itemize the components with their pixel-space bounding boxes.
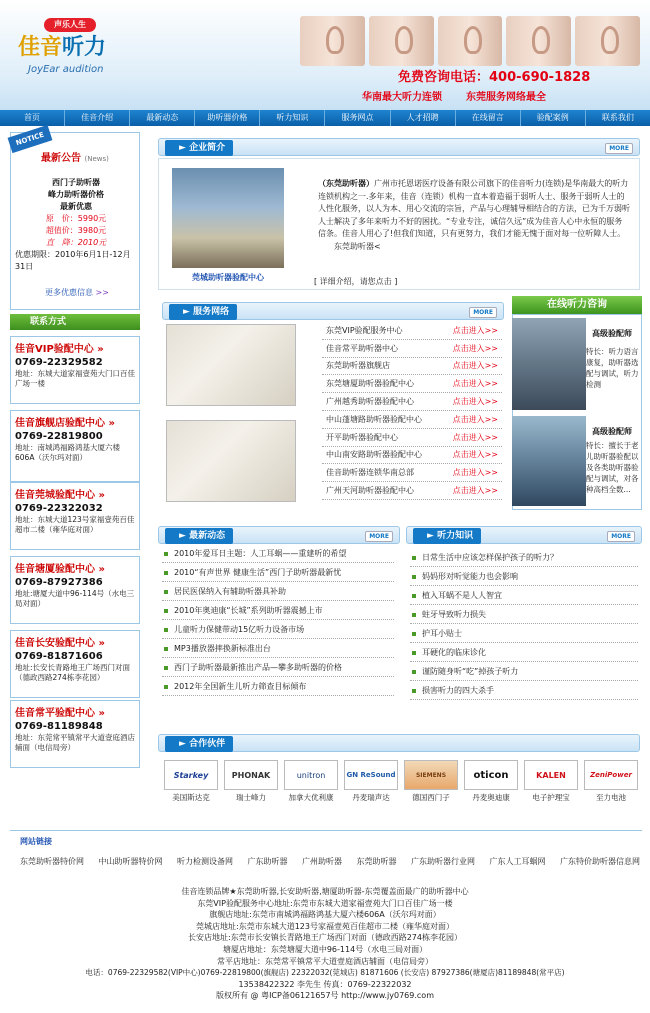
center-address: 地址：东莞常平镇常平大道壹庭酒店辅面（电信局旁） xyxy=(15,733,135,752)
friend-link[interactable]: 广东助听器 xyxy=(247,857,288,866)
center-box[interactable] xyxy=(10,556,140,624)
store-photo[interactable] xyxy=(172,168,284,268)
friend-link[interactable]: 广东特价助听器信息网 xyxy=(560,857,640,866)
partners-title: ► 合作伙伴 xyxy=(165,736,233,752)
store-photo-caption[interactable]: 莞城助听器验配中心 xyxy=(192,273,264,282)
nav-cases[interactable]: 验配案例 xyxy=(521,110,586,126)
friend-link[interactable]: 中山助听器特价网 xyxy=(98,857,163,866)
logo-text: 佳音听力 xyxy=(18,34,107,60)
friend-link[interactable]: 东莞助听器 xyxy=(356,857,397,866)
news-item[interactable]: 2010年爱耳日主题：人工耳蜗——重建听的希望 xyxy=(162,544,394,563)
friend-link[interactable]: 东莞助听器特价网 xyxy=(20,857,84,866)
service-item[interactable]: 东莞VIP验配服务中心 点击进入>> xyxy=(322,322,502,340)
knowledge-more-button[interactable]: MORE xyxy=(607,531,635,542)
footer xyxy=(0,886,650,1002)
doctor-photo[interactable] xyxy=(512,416,586,506)
knowledge-item[interactable]: 护耳小贴士 xyxy=(410,624,638,643)
friend-link[interactable]: 广东助听器行业网 xyxy=(411,857,475,866)
links-title: 网站链接 xyxy=(20,837,52,846)
notice-title: 最新公告 (News) xyxy=(41,153,109,164)
center-phone: 0769-22819800 xyxy=(15,431,103,442)
service-list xyxy=(322,322,502,500)
news-item[interactable]: MP3播放器摔换新标准出台 xyxy=(162,639,394,658)
knowledge-item[interactable]: 蛀牙导致听力损失 xyxy=(410,605,638,624)
knowledge-title: ► 听力知识 xyxy=(413,528,481,544)
logo-badge: 声乐人生 xyxy=(44,18,96,32)
header xyxy=(0,0,650,110)
center-name: 佳音长安验配中心 » xyxy=(15,634,135,649)
news-item[interactable]: 居民医保纳入有辅助听器具补助 xyxy=(162,582,394,601)
service-title: ► 服务网络 xyxy=(169,304,237,320)
contact-header: 联系方式 xyxy=(10,314,140,330)
footer-line: 东莞VIP验配服务中心地址:东莞市东城大道家福壹苑大门口百佳广场一楼 xyxy=(197,898,453,908)
knowledge-item[interactable]: 日常生活中应该怎样保护孩子的听力？ xyxy=(410,548,638,567)
main-nav xyxy=(0,110,650,126)
links-panel xyxy=(10,830,642,876)
knowledge-item[interactable]: 谨防随身听“吃”掉孩子听力 xyxy=(410,662,638,681)
intro-detail-link[interactable]: [ 详细介绍，请您点击 ] xyxy=(314,277,398,286)
center-name: 佳音常平验配中心 » xyxy=(15,704,135,719)
links-row xyxy=(20,856,640,867)
partner-logo[interactable]: unitron 加拿大优利康 xyxy=(284,760,338,803)
center-phone: 0769-22322032 xyxy=(15,503,103,514)
doctor-desc: 特长：听力语言康复，助听器选配与调试，听力检测 xyxy=(586,347,639,389)
notice-line: 最新优惠 xyxy=(60,202,92,211)
partner-logo[interactable]: KALEN 电子护理宝 xyxy=(524,760,578,803)
partners-row xyxy=(164,760,638,803)
ear-banner xyxy=(300,16,640,66)
footer-line: 常平店地址：东莞常平镇常平大道壹庭酒店辅面（电信局旁） xyxy=(217,956,433,966)
ear-image xyxy=(575,16,640,66)
logo[interactable] xyxy=(18,18,138,88)
nav-jobs[interactable]: 人才招聘 xyxy=(391,110,456,126)
center-box[interactable] xyxy=(10,336,140,404)
nav-message[interactable]: 在线留言 xyxy=(456,110,521,126)
service-item[interactable]: 东莞塘厦助听器验配中心 点击进入>> xyxy=(322,375,502,393)
center-name: 佳音莞城验配中心 » xyxy=(15,486,135,501)
news-title: ► 最新动态 xyxy=(165,528,233,544)
service-item[interactable]: 东莞助听器旗舰店 点击进入>> xyxy=(322,358,502,376)
news-item[interactable]: 2010“有声世界 健康生活”西门子助听器最新忧 xyxy=(162,563,394,582)
news-item[interactable]: 西门子助听器最新推出产品—攀多助听器的价格 xyxy=(162,658,394,677)
center-address: 地址：东城大道家福壹苑大门口百佳广场一楼 xyxy=(15,369,135,388)
nav-knowledge[interactable]: 听力知识 xyxy=(260,110,325,126)
price-original: 原 价：5990元 xyxy=(45,214,107,223)
notice-box xyxy=(10,132,140,310)
service-item[interactable]: 开平助听器验配中心 点击进入>> xyxy=(322,429,502,447)
center-box[interactable] xyxy=(10,482,140,550)
doctor-photo[interactable] xyxy=(512,318,586,410)
center-address: 地址：南城鸿福路鸿基大厦六楼606A（沃尔玛对面） xyxy=(15,443,120,462)
friend-link[interactable]: 广州助听器 xyxy=(302,857,342,866)
doctor-desc: 特长：擅长于老儿助听器验配以及各类助听器验配与调试，对各种高档全数... xyxy=(586,441,639,494)
service-item[interactable]: 广州越秀助听器验配中心 点击进入>> xyxy=(322,393,502,411)
news-item[interactable]: 2012年全国新生儿听力筛查目标倾布 xyxy=(162,677,394,696)
news-item[interactable]: 儿童听力保健带动15亿听力设备市场 xyxy=(162,620,394,639)
center-box[interactable] xyxy=(10,630,140,698)
service-item[interactable]: 佳音常平助听器中心 点击进入>> xyxy=(322,340,502,358)
friend-link[interactable]: 广东人工耳蜗网 xyxy=(489,857,546,866)
intro-text: （东莞助听器）广州市托恩诺医疗设备有限公司旗下的佳音听力(连锁)是华南最大的听力连锁机构之一.多年来，佳音（连锁）机构一直本着造福于弱听人士、服务于弱听人士的人性化服务，以人为本、用心交流的宗旨，产品与心理辅导相结合的方法，已为千万弱听人士解决了多年来听力不好的困扰。“专业专注，诚信久远”成为佳音人心中永恒的服务信条。佳音人用心了!但我们知道，只有更努力，我们才能无愧于面对每一位听障人士。 东莞助听器< xyxy=(318,179,630,251)
service-item[interactable]: 中山蓬塘路助听器验配中心 点击进入>> xyxy=(322,411,502,429)
partner-logo[interactable]: ZeniPower 至力电池 xyxy=(584,760,638,803)
knowledge-header xyxy=(406,526,642,544)
knowledge-item[interactable]: 损害听力的四大杀手 xyxy=(410,681,638,700)
price-super: 超值价：3980元 xyxy=(45,226,107,235)
footer-line: 旗舰店地址:东莞市南城鸿福路鸿基大厦六楼606A（沃尔玛对面） xyxy=(209,910,441,920)
partners-header xyxy=(158,734,640,752)
ear-image xyxy=(300,16,365,66)
hotline: 免费咨询电话：400-690-1828 xyxy=(398,70,591,85)
nav-prices[interactable]: 助听器价格 xyxy=(195,110,260,126)
nav-service[interactable]: 服务网点 xyxy=(325,110,390,126)
footer-line: 13538422322 李先生 传真：0769-22322032 xyxy=(238,979,412,989)
knowledge-list xyxy=(410,548,638,700)
center-box[interactable] xyxy=(10,700,140,768)
service-item[interactable]: 中山南安路助听器验配中心 点击进入>> xyxy=(322,447,502,465)
partner-logo[interactable]: oticon 丹麦奥迪康 xyxy=(464,760,518,803)
doctor-title: 高级验配师 xyxy=(592,427,632,436)
intro-title: ► 企业简介 xyxy=(165,140,233,156)
news-list xyxy=(162,544,394,696)
notice-line: 西门子助听器 xyxy=(52,178,100,187)
center-address: 地址：东城大道123号家福壹苑百佳超市二楼（雍华庭对面） xyxy=(15,515,135,534)
knowledge-item[interactable]: 妈妈形对听觉能力也会影响 xyxy=(410,567,638,586)
knowledge-item[interactable]: 植入耳蜗不是人人智宜 xyxy=(410,586,638,605)
ear-image xyxy=(369,16,434,66)
slogan: 华南最大听力连锁 东莞服务网络最全 xyxy=(362,92,546,103)
partner-logo[interactable]: GN ReSound 丹麦瑞声达 xyxy=(344,760,398,803)
nav-contact[interactable]: 联系我们 xyxy=(601,113,634,122)
center-box[interactable] xyxy=(10,410,140,482)
ear-image xyxy=(506,16,571,66)
center-address: 地址:长安长青路地王广场西门对面（德政西路274栋李花园） xyxy=(15,663,131,682)
footer-line: 佳音连锁品牌★东莞助听器,长安助听器,塘厦助听器-东莞覆盖面最广的助听器中心 xyxy=(181,887,469,896)
notice-tag: NOTICE xyxy=(8,125,53,153)
center-phone: 0769-22329582 xyxy=(15,357,103,368)
ear-image xyxy=(438,16,503,66)
news-header xyxy=(158,526,400,544)
footer-line: 电话：0769-22329582(VIP中心)0769-22819800(旗舰店) 22322032(莞城店) 81871606 (长安店) 87927386(塘厦店)81189848(常平店) xyxy=(85,968,565,978)
news-more-button[interactable]: MORE xyxy=(365,531,393,542)
nav-news[interactable]: 最新动态 xyxy=(130,110,195,126)
notice-body xyxy=(15,177,137,273)
footer-line: 莞城店地址:东莞市东城大道123号家福壹苑百佳超市二楼（雍华庭对面） xyxy=(196,921,454,931)
service-header xyxy=(162,302,504,320)
center-address: 地址:塘厦大道中96-114号（水电三局对面） xyxy=(15,589,135,608)
center-phone: 0769-81871606 xyxy=(15,651,103,662)
logo-english: JoyEar audition xyxy=(28,64,104,75)
friend-link[interactable]: 听力检测设备网 xyxy=(177,857,233,866)
service-more-button[interactable]: MORE xyxy=(469,307,497,318)
center-phone: 0769-81189848 xyxy=(15,721,103,732)
news-item[interactable]: 2010年奥迪康“长城”系列助听器震撼上市 xyxy=(162,601,394,620)
nav-about[interactable]: 佳音介绍 xyxy=(65,110,130,126)
service-item[interactable]: 佳音助听器连锁华南总部 点击进入>> xyxy=(322,464,502,482)
footer-line: 长安店地址:东莞市长安镇长青路地王广场西门对面（德政西路274栋李花园） xyxy=(188,933,462,943)
certificate-image xyxy=(166,324,296,406)
nav-home[interactable]: 首页 xyxy=(0,110,65,126)
center-name: 佳音旗舰店验配中心 » xyxy=(15,414,135,429)
consult-header: 在线听力咨询 xyxy=(512,296,642,314)
footer-copyright: 版权所有 @ 粤ICP备06121657号 http://www.jy0769.com xyxy=(215,991,434,1001)
partner-logo[interactable]: SIEMENS 德国西门子 xyxy=(404,760,458,803)
promo-period: 优惠期限：2010年6月1日-12月31日 xyxy=(15,250,131,271)
footer-line: 塘厦店地址：东莞塘厦大道中96-114号（水电三局对面） xyxy=(222,944,428,954)
notice-line: 峰力助听器价格 xyxy=(48,190,104,199)
partner-logo[interactable]: Starkey 美国斯达克 xyxy=(164,760,218,803)
knowledge-item[interactable]: 耳硬化的临床诊化 xyxy=(410,643,638,662)
center-name: 佳音塘厦验配中心 » xyxy=(15,560,135,575)
price-direct: 直 降：2010元 xyxy=(45,238,107,247)
center-name: 佳音VIP验配中心 » xyxy=(15,340,135,355)
more-promos-link[interactable]: 更多优惠信息 >> xyxy=(45,288,109,297)
service-item[interactable]: 广州天河助听器验配中心 点击进入>> xyxy=(322,482,502,500)
doctor-title: 高级验配师 xyxy=(592,329,632,338)
partner-logo[interactable]: PHONAK 瑞士峰力 xyxy=(224,760,278,803)
certificate-image xyxy=(166,420,296,502)
center-phone: 0769-87927386 xyxy=(15,577,103,588)
intro-header xyxy=(158,138,640,156)
intro-more-button[interactable]: MORE xyxy=(605,143,633,154)
